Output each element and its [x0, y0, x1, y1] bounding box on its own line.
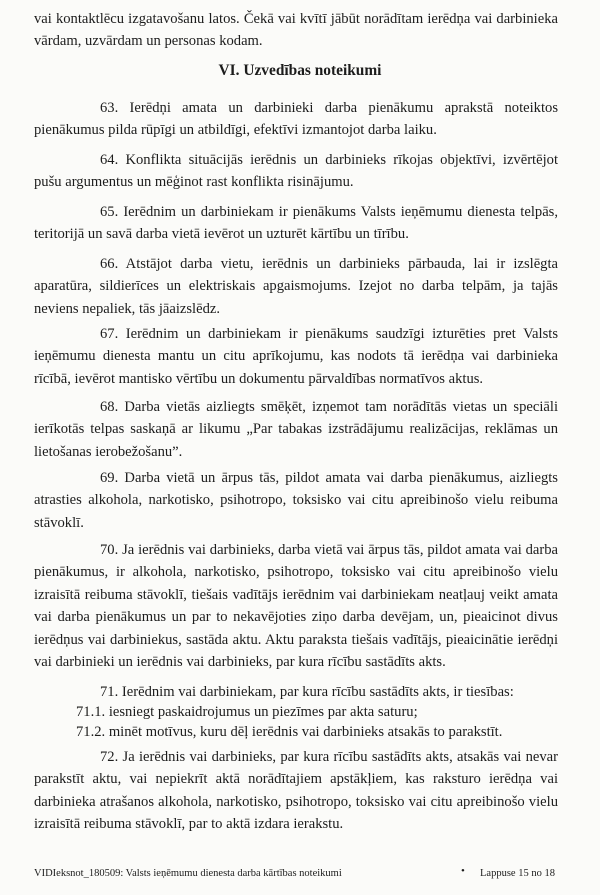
paragraph-68: 68. Darba vietās aizliegts smēķēt, izņemot tam norādītās vietas un speciāli ierīkotās telpas saskaņā ar likumu „Par tabakas izstrādājumu realizācijas, reklāmas un lietošanas ierobežošanu”.: [34, 399, 558, 460]
paragraph-66: 66. Atstājot darba vietu, ierēdnis un darbinieks pārbauda, lai ir izslēgta aparatūra, sildierīces un elektriskais apgaismojums. Izejot no darba telpām, ja tajās neviens nepaliek, tās jāaizslēdz.: [34, 256, 558, 317]
paragraph-71: 71. Ierēdnim vai darbiniekam, par kura rīcību sastādīts akts, ir tiesības:: [100, 684, 514, 700]
paragraph-65: 65. Ierēdnim un darbiniekam ir pienākums Valsts ieņēmumu dienesta telpās, teritorijā un savā darba vietā ievērot un uzturēt kārtību un tīrību.: [34, 204, 558, 243]
paragraph-72: 72. Ja ierēdnis vai darbinieks, par kura rīcību sastādīts akts, atsakās vai nevar parakstīt aktu, vai nepiekrīt aktā norādītajiem apstākļiem, kas raksturo ierēdņa vai darbinieka atrašanos alkohola, narkotisko, psihotropo, toksisko vai citu apreibinošo vielu izraisītā reibuma stāvoklī, par to aktā izdara ierakstu.: [34, 749, 558, 833]
footer-page-number: Lappuse 15 no 18: [480, 868, 555, 879]
intro-paragraph: vai kontaktlēcu izgatavošanu latos. Čekā vai kvītī jābūt norādītam ierēdņa vai darbinieka vārdam, uzvārdam un personas kodam.: [34, 11, 558, 50]
paragraph-64: 64. Konflikta situācijās ierēdnis un darbinieks rīkojas objektīvi, izvērtējot pušu argumentus un mēģinot rast konflikta risinājumu.: [34, 152, 558, 191]
paragraph-70: 70. Ja ierēdnis vai darbinieks, darba vietā vai ārpus tās, pildot amata vai darba pienākumus, ir alkohola, narkotisko, psihotropo, toksisko vai citu apreibinošo vielu izraisītā reibuma stāvoklī, tiešais vadītājs ierēdnim vai darbiniekam neatļauj veikt amata vai darba pienākumus un par to nekavējoties ziņo darba devējam, un, pieaicinot divus ierēdņus vai darbiniekus, sastāda aktu. Aktu paraksta tiešais vadītājs, pieaicinātie ierēdņi vai darbinieki un ierēdnis vai darbinieks, par kura rīcību sastādīts akts.: [34, 542, 558, 671]
footer-document-id: VIDIeksnot_180509: Valsts ieņēmumu dienesta darba kārtības noteikumi: [34, 868, 342, 879]
section-heading: VI. Uzvedības noteikumi: [218, 62, 382, 79]
paragraph-71-2: 71.2. minēt motīvus, kuru dēļ ierēdnis vai darbinieks atsakās to parakstīt.: [76, 724, 503, 740]
paragraph-71-1: 71.1. iesniegt paskaidrojumus un piezīmes par akta saturu;: [76, 704, 418, 720]
paragraph-67: 67. Ierēdnim un darbiniekam ir pienākums saudzīgi izturēties pret Valsts ieņēmumu dienesta mantu un citu aprīkojumu, kas nodots tā ierēdņa vai darbinieka rīcībā, ievērot mantisko vērtību un dokumentu pārvaldības normatīvos aktus.: [34, 326, 558, 387]
footer-mark: •: [461, 865, 465, 877]
paragraph-63: 63. Ierēdņi amata un darbinieki darba pienākumu aprakstā noteiktos pienākumus pilda rūpīgi un atbildīgi, efektīvi izmantojot darba laiku.: [34, 100, 558, 139]
paragraph-69: 69. Darba vietā un ārpus tās, pildot amata vai darba pienākumus, aizliegts atrasties alkohola, narkotisko, psihotropo, toksisko vai citu apreibinošo vielu reibuma stāvoklī.: [34, 470, 558, 531]
